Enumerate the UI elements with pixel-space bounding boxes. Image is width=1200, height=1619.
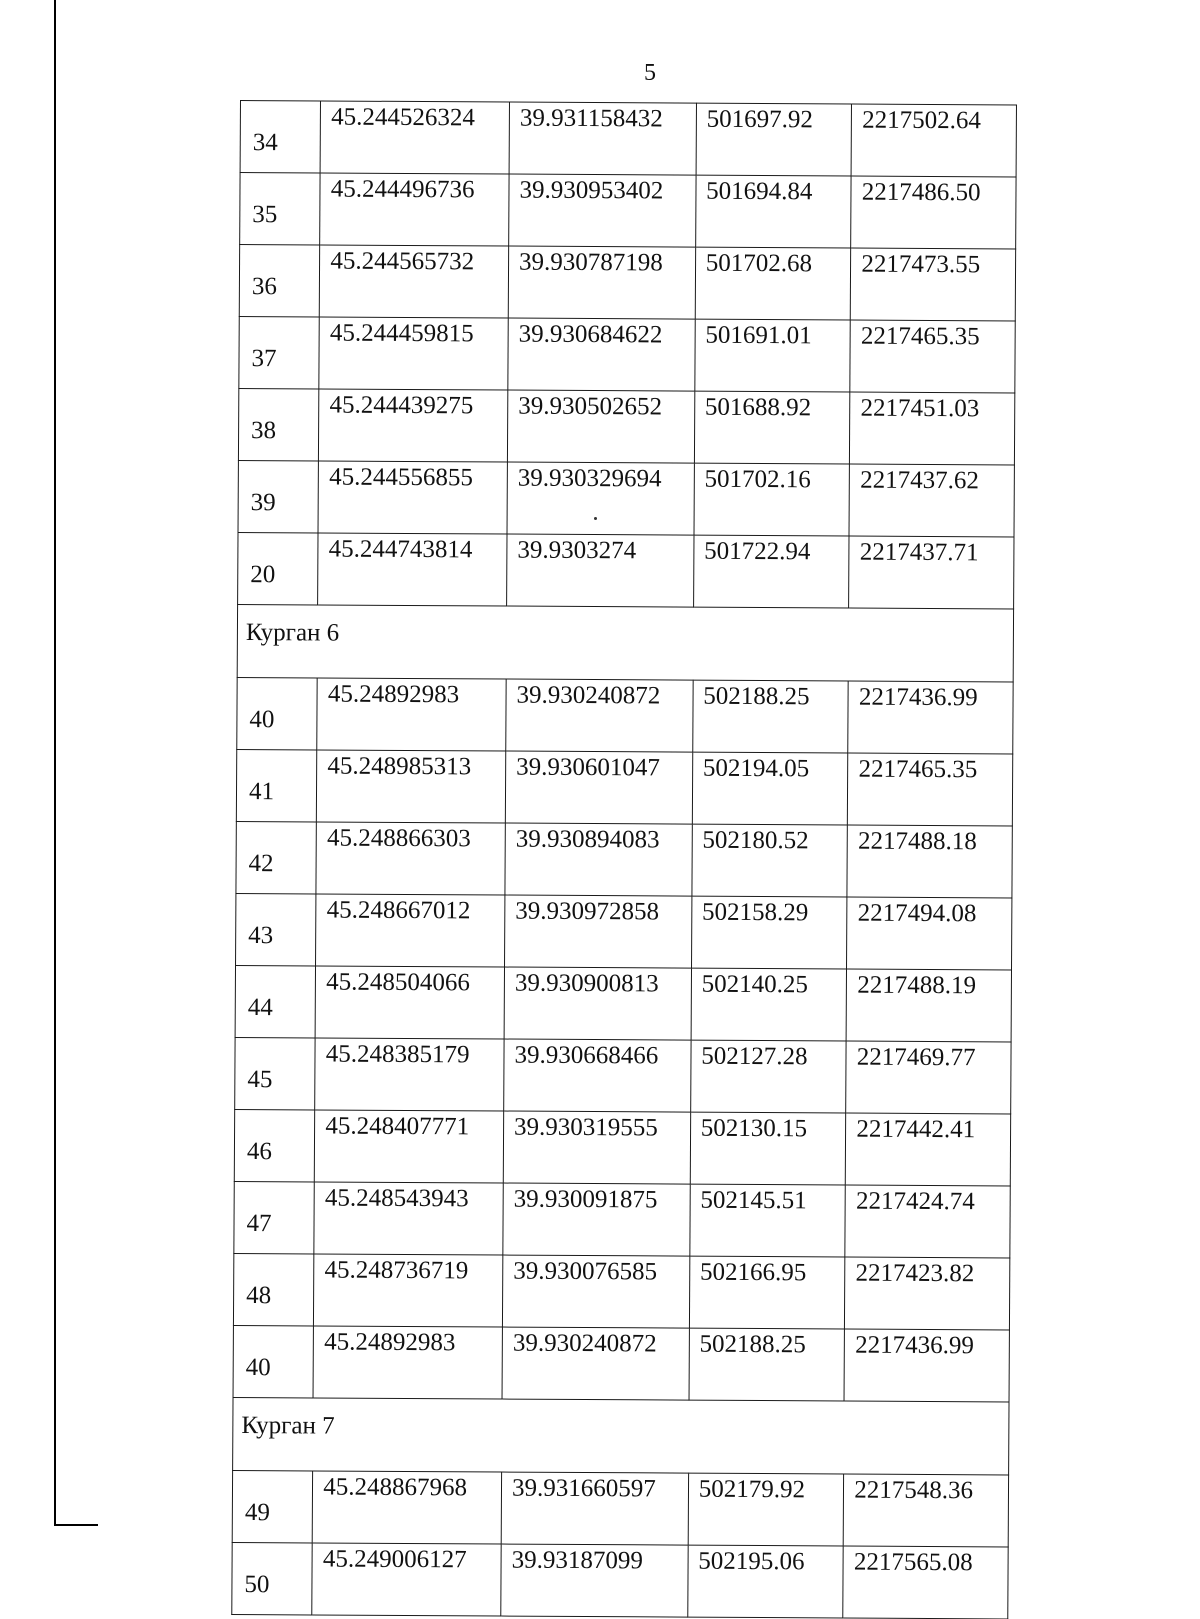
point-number-cell: 45 — [235, 1037, 316, 1109]
longitude-cell: 39.930684622 — [508, 318, 695, 391]
longitude-cell: 39.930076585 — [502, 1255, 689, 1328]
x-coordinate-cell: 501697.92 — [696, 103, 852, 176]
x-coordinate-cell: 502194.05 — [692, 752, 848, 825]
section-label: Курган 6 — [237, 604, 1013, 681]
y-coordinate-cell: 2217502.64 — [851, 104, 1016, 177]
point-number-cell: 39 — [238, 460, 319, 532]
latitude-cell: 45.249006127 — [312, 1543, 501, 1616]
y-coordinate-cell: 2217488.19 — [846, 969, 1011, 1042]
table-row — [232, 1470, 1008, 1546]
y-coordinate-cell: 2217494.08 — [847, 897, 1012, 970]
x-coordinate-cell: 501702.68 — [695, 247, 851, 320]
y-coordinate-cell: 2217451.03 — [850, 392, 1015, 465]
latitude-cell: 45.248385179 — [315, 1038, 504, 1111]
point-number-cell: 38 — [238, 388, 319, 460]
x-coordinate-cell: 502145.51 — [690, 1184, 846, 1257]
latitude-cell: 45.244556855 — [318, 461, 507, 534]
point-number-cell: 44 — [235, 965, 316, 1037]
latitude-cell: 45.244439275 — [319, 389, 508, 462]
x-coordinate-cell: 502179.92 — [688, 1473, 844, 1546]
table-row — [234, 1181, 1010, 1257]
point-number-cell: 37 — [239, 316, 320, 388]
y-coordinate-cell: 2217488.18 — [847, 825, 1012, 898]
longitude-cell: 39.930894083 — [505, 823, 692, 896]
table-row — [240, 101, 1016, 177]
x-coordinate-cell: 502166.95 — [689, 1256, 845, 1329]
longitude-cell: 39.931660597 — [501, 1472, 688, 1545]
latitude-cell: 45.248736719 — [314, 1254, 503, 1327]
longitude-cell: 39.930668466 — [504, 1039, 691, 1112]
longitude-cell: 39.930091875 — [503, 1183, 690, 1256]
latitude-cell: 45.248504066 — [315, 966, 504, 1039]
y-coordinate-cell: 2217437.62 — [849, 464, 1014, 537]
point-number-cell: 48 — [233, 1253, 314, 1325]
point-number-cell: 34 — [240, 101, 321, 173]
x-coordinate-cell: 502130.15 — [690, 1112, 846, 1185]
coordinates-table — [231, 100, 1017, 1619]
latitude-cell: 45.248985313 — [317, 750, 506, 823]
longitude-cell: 39.93187099 — [501, 1544, 688, 1617]
table-row — [233, 1325, 1009, 1401]
y-coordinate-cell: 2217436.99 — [848, 681, 1013, 754]
y-coordinate-cell: 2217423.82 — [845, 1257, 1010, 1330]
table-row — [236, 821, 1012, 897]
latitude-cell: 45.248543943 — [314, 1182, 503, 1255]
x-coordinate-cell: 502158.29 — [691, 896, 847, 969]
table-row — [239, 245, 1015, 321]
point-number-cell: 36 — [239, 245, 320, 317]
x-coordinate-cell: 502195.06 — [688, 1545, 844, 1618]
longitude-cell: 39.930972858 — [505, 895, 692, 968]
longitude-cell: 39.930319555 — [503, 1111, 690, 1184]
point-number-cell: 43 — [236, 893, 317, 965]
longitude-cell: 39.930240872 — [502, 1327, 689, 1400]
latitude-cell: 45.248667012 — [316, 894, 505, 967]
point-number-cell: 47 — [234, 1181, 315, 1253]
y-coordinate-cell: 2217469.77 — [846, 1041, 1011, 1114]
y-coordinate-cell: 2217442.41 — [846, 1113, 1011, 1186]
section-row — [237, 604, 1013, 681]
point-number-cell: 41 — [236, 749, 317, 821]
y-coordinate-cell: 2217565.08 — [843, 1546, 1008, 1619]
x-coordinate-cell: 502140.25 — [691, 968, 847, 1041]
longitude-cell: 39.9303274 — [507, 534, 694, 607]
point-number-cell: 40 — [233, 1325, 314, 1397]
table-row — [237, 677, 1013, 753]
y-coordinate-cell: 2217465.35 — [850, 320, 1015, 393]
longitude-cell: 39.930601047 — [505, 751, 692, 824]
x-coordinate-cell: 501691.01 — [695, 319, 851, 392]
latitude-cell: 45.24892983 — [317, 678, 506, 751]
page-bottom-border — [54, 1524, 98, 1526]
latitude-cell: 45.248407771 — [315, 1110, 504, 1183]
section-label: Курган 7 — [233, 1397, 1009, 1474]
x-coordinate-cell: 501694.84 — [695, 175, 851, 248]
y-coordinate-cell: 2217437.71 — [849, 536, 1014, 609]
x-coordinate-cell: 502127.28 — [690, 1040, 846, 1113]
x-coordinate-cell: 501702.16 — [694, 463, 850, 536]
point-number-cell: 20 — [238, 532, 319, 604]
longitude-cell: 39.930240872 — [506, 679, 693, 752]
table-row — [239, 316, 1015, 392]
latitude-cell: 45.24892983 — [313, 1326, 502, 1399]
longitude-cell: 39.930787198 — [508, 246, 695, 319]
latitude-cell: 45.244565732 — [320, 245, 509, 318]
table-row — [238, 532, 1014, 608]
table-row — [236, 749, 1012, 825]
point-number-cell: 49 — [232, 1470, 313, 1542]
table-row — [238, 460, 1014, 536]
table-row — [233, 1253, 1009, 1329]
point-number-cell: 46 — [234, 1109, 315, 1181]
point-number-cell: 42 — [236, 821, 317, 893]
table-row — [234, 1109, 1010, 1185]
x-coordinate-cell: 502188.25 — [689, 1328, 845, 1401]
longitude-cell: 39.930953402 — [509, 174, 696, 247]
y-coordinate-cell: 2217548.36 — [844, 1474, 1009, 1547]
point-number-cell: 50 — [232, 1542, 313, 1614]
y-coordinate-cell: 2217486.50 — [851, 176, 1016, 249]
table-row — [235, 1037, 1011, 1113]
x-coordinate-cell: 501688.92 — [694, 391, 850, 464]
table-row — [235, 965, 1011, 1041]
table-row — [232, 1542, 1008, 1618]
point-number-cell: 40 — [237, 677, 318, 749]
longitude-cell: 39.930900813 — [504, 967, 691, 1040]
page-number: 5 — [644, 60, 656, 86]
coordinates-table-body — [232, 101, 1017, 1619]
latitude-cell: 45.244526324 — [320, 101, 509, 174]
table-row — [238, 388, 1014, 464]
scan-dot-mark — [594, 517, 597, 520]
page-left-border — [54, 0, 56, 1526]
longitude-cell: 39.930502652 — [507, 390, 694, 463]
latitude-cell: 45.244496736 — [320, 173, 509, 246]
longitude-cell: 39.931158432 — [509, 102, 696, 175]
x-coordinate-cell: 501722.94 — [693, 535, 849, 608]
longitude-cell: 39.930329694 — [507, 462, 694, 535]
latitude-cell: 45.244459815 — [319, 317, 508, 390]
x-coordinate-cell: 502188.25 — [692, 680, 848, 753]
point-number-cell: 35 — [240, 173, 321, 245]
y-coordinate-cell: 2217424.74 — [845, 1185, 1010, 1258]
latitude-cell: 45.244743814 — [318, 533, 507, 606]
section-row — [233, 1397, 1009, 1474]
y-coordinate-cell: 2217465.35 — [848, 753, 1013, 826]
y-coordinate-cell: 2217473.55 — [851, 248, 1016, 321]
x-coordinate-cell: 502180.52 — [692, 824, 848, 897]
y-coordinate-cell: 2217436.99 — [844, 1329, 1009, 1402]
table-row — [240, 173, 1016, 249]
table-row — [236, 893, 1012, 969]
latitude-cell: 45.248867968 — [312, 1471, 501, 1544]
latitude-cell: 45.248866303 — [316, 822, 505, 895]
